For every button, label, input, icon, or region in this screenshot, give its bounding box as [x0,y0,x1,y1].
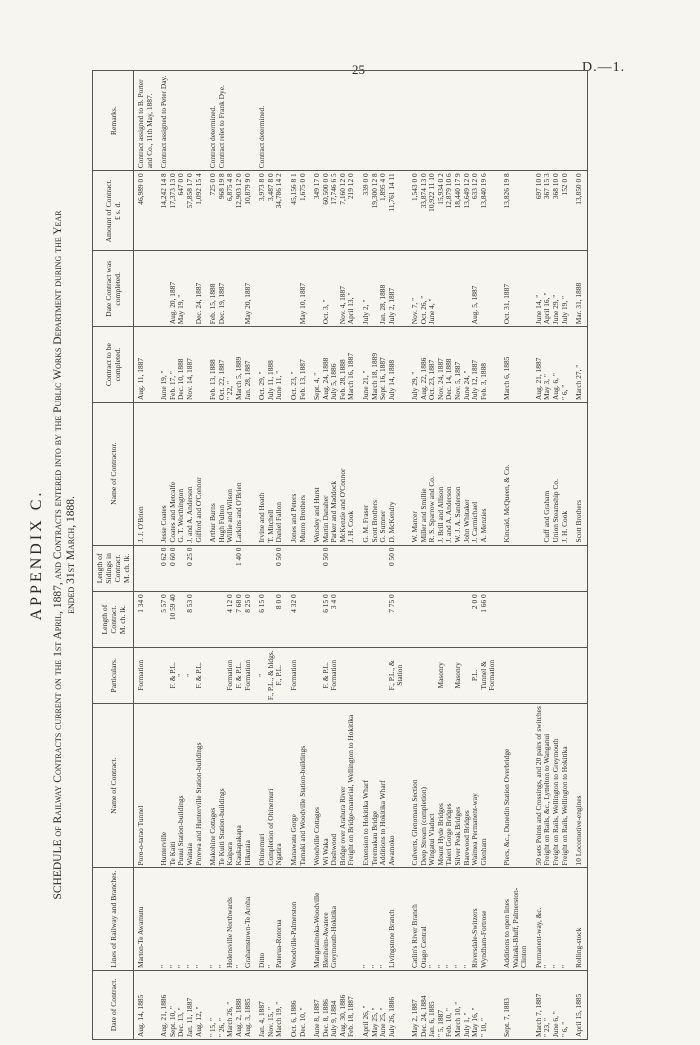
cell-remarks: Contract assigned to Peter Day. [157,71,206,171]
cell-remarks [408,71,500,171]
cell-date: Jan. 4, 1887 Nov. 15, " March 19, " [255,970,287,1039]
cell-date: Sept. 7, 1883 [500,970,532,1039]
cell-amount: 45,156 8 1 1,675 0 0 [287,171,310,251]
schedule-title: SCHEDULE of Railway Contracts current on the 1st April, 1887, and Contracts entered into by the Public Works Department during the Year [52,210,64,900]
cell-date: April 26, " May 25, " June 25, " July 26, 1886 [359,970,408,1039]
cell-line: Permanent-way, &c. " " " [532,868,572,970]
cell-sid [532,545,572,592]
cell-name: 50 sets Points and Crossings, and 20 pairs of switches Freight on Rails, &c., Lyttelton to Wanganui Freight on Rails, Wellington to Greymouth Freight on Rails, Wellington to Hokitika [532,703,572,868]
cell-done [134,251,158,327]
col-contract-name: Name of Contract. [93,703,134,868]
cell-due: June 21, " March 18, 1889 Sept. 16, 1887 July 14, 1888 [359,327,408,403]
cell-amount: 14,242 14 8 17,373 13 0 647 0 0 57,858 17 0 1,092 15 4 [157,171,206,251]
cell-done: June 14, " April 16, " June 29, " July 19, " [532,251,572,327]
cell-due: Aug. 11, 1887 [134,327,158,403]
cell-len [532,592,572,648]
table-row [206,71,255,1040]
cell-date: Aug. 21, 1886 Sept. 10, " Dec. 13, " Jan. 11, 1887 Aug. 12, " [157,970,206,1039]
col-completed: Date Contract was completed. [93,251,134,327]
cell-due: March 27, " [572,327,587,403]
cell-done [255,251,287,327]
cell-line: Woodville-Palmerston [287,868,310,970]
page-number: 25 [352,62,365,77]
cell-len: 5 57 0 10 59 40 8 53 0 [157,592,206,648]
appendix-title: APPENDIX C. [28,489,45,621]
col-due: Contract to be completed. [93,327,134,403]
cell-sid: 0 50 0 [310,545,359,592]
cell-line: Marton-Te Awamutu [134,868,158,970]
col-length [93,592,134,648]
table-header-row [93,71,134,1040]
cell-remarks [310,71,359,171]
table-row [255,71,287,1040]
table-row [532,71,572,1040]
cell-amount: 13,850 0 0 [572,171,587,251]
cell-len: 7 75 0 [359,592,408,648]
cell-done: May 10, 1887 [287,251,310,327]
cell-remarks: Contract assigned to B. Porter and Co., 11th May, 1887. [134,71,158,171]
cell-contractor: J. J. O'Brien [134,402,158,545]
cell-contractor: Kincaid, McQueen, & Co. [500,402,532,545]
cell-contractor: Arthur Burns Hugh Fulton Willie and Wilson Larkins and O'Brien [206,402,255,545]
cell-date: April 15, 1885 [572,970,587,1039]
cell-sid: 1 40 0 [206,545,255,592]
cell-done: Mar. 31, 1888 [572,251,587,327]
cell-date: June 8, 1887 Dec. 8, 1886 July 9, 1884 Aug. 30, 1886 Feb. 18, 1887 [310,970,359,1039]
cell-amount: 3,973 8 0 3,487 8 0 34,786 14 2 [255,171,287,251]
cell-name: Hunterville Te Kaiti Puuui Station-buildings Waitaia Porewa and Hunterville Station-buildings [157,703,206,868]
cell-amount: 697 10 0 367 15 3 368 10 0 152 0 0 [532,171,572,251]
cell-due: Aug. 21, 1887 May 3, " Aug. 6, " " 6, " [532,327,572,403]
cell-amount: 339 0 0 19,300 12 8 1,895 4 0 11,761 14 11 [359,171,408,251]
cell-due: Oct. 29, " July 11, 1888 June 11, " [255,327,287,403]
cell-contractor: Worsley and Hurst Martin Danaher Parker and Maddock McKenzie and O'Connor J. H. Cook [310,402,359,545]
table-row [359,71,408,1040]
cell-due: Feb. 13, 1888 Oct. 22, 1887 " 22, " March 5, 1889 Jan. 28, 1887 [206,327,255,403]
cell-part: F. & P.L. Formation [310,647,359,703]
table-row [408,71,500,1040]
cell-name: Poro-o-tarao Tunnel [134,703,158,868]
col-remarks: Remarks. [93,71,134,171]
cell-part: F., P.L., & Station [359,647,408,703]
cell-sid [408,545,500,592]
cell-part: Masonry Masonry P.L. Tunnel & Formation [408,647,500,703]
cell-remarks: Contract determined. [255,71,287,171]
cell-remarks [532,71,572,171]
table-row [134,71,158,1040]
cell-sid [572,545,587,592]
cell-part [572,647,587,703]
cell-sid: 0 50 0 [255,545,287,592]
cell-line: Ditto " Paterua-Rotorua [255,868,287,970]
col-length-label: Length of Contract. [99,604,118,635]
cell-contractor: Irvine and Heath T. Mitchell Daniel Fallon [255,402,287,545]
cell-contractor: W. Marcer Miller and Smillie R. S. Sparrow and Co. J. Brill and Allison J. and A. Anderson W. J. A. Sanderson John Whitaker J. Carmichael A. Menzies [408,402,500,545]
cell-contractor: Scott Brothers [572,402,587,545]
col-line: Lines of Railway and Branches. [93,868,134,970]
cell-line: Rolling-stock [572,868,587,970]
cell-len: 6 15 0 3 4 0 [310,592,359,648]
cell-remarks [359,71,408,171]
cell-remarks [572,71,587,171]
cell-name: 10 Locomotive-engines [572,703,587,868]
cell-amount: 349 17 0 60,500 0 0 17,746 6 5 7,160 12 0 219 12 0 [310,171,359,251]
cell-part [532,647,572,703]
cell-contractor: Jones and Peters Munro Brothers [287,402,310,545]
cell-line: " " Holensville Northwards " Grahamstown-Te Aroha [206,868,255,970]
cell-due: July 29, " Aug. 22, 1886 Oct. 23, 1887 Nov. 24, 1887 Dec. 14, 1888 Nov. 5, 1887 June 24, " July 12, 1887 Feb. 3, 1888 [408,327,500,403]
col-sidings [93,545,134,592]
cell-contractor: G. M. Fraser Scott Brothers G. Sumner D. McKendry [359,402,408,545]
cell-line: " " " " " [157,868,206,970]
cell-due: Oct. 23, " Feb. 13, 1887 [287,327,310,403]
cell-due: March 6, 1885 [500,327,532,403]
cell-len [500,592,532,648]
cell-sid [500,545,532,592]
cell-amount: 13,826 19 8 [500,171,532,251]
schedule-heading [24,70,88,1040]
col-sidings-label: Length of Sidings in Contract. [95,553,122,584]
cell-date: March 7, 1887 " 23, " June 6, " " 6, " [532,970,572,1039]
cell-amount: 725 0 0 968 19 8 6,875 4 8 12,903 12 0 10,879 9 0 [206,171,255,251]
cell-name: Culverts, Glenomaru Section Deep Stream (completion) Wingatui Viaduct Mount Hyde Bridges Taieri Gorge Bridges Silver Peak Bridges Barewood Bridges Waimea Permanent-way Glenham [408,703,500,868]
cell-remarks: Contract determined. Contract relet to Frank Dye. [206,71,255,171]
cell-name: Woodville Cottages Wi Waka Dashwood Bridge over Arahura River Freight on Bridge-material, Wellington to Hokitika [310,703,359,868]
cell-remarks [500,71,532,171]
cell-contractor: Cuff and Graham Union Steamship Co. J. H. Cook [532,402,572,545]
col-amount-unit: £ s. d. [113,201,122,220]
cell-line: Additions to open lines Waitaki-Bluff, Palmerston-Clinton [500,868,532,970]
cell-name: Makohine Cottages Te Kuiti Station-buildings Kaipara Kaukapakapa Hikutaia [206,703,255,868]
cell-amount: 46,989 0 0 [134,171,158,251]
cell-amount: 1,543 0 0 33,874 13 0 10,922 11 10 15,934 0 2 12,879 10 6 18,440 17 9 13,649 12 0 633 12 0 13,840 19 6 [408,171,500,251]
schedule-title-period: ended 31st March, 1888. [65,496,77,614]
col-amount-label: Amount of Contract. [104,179,113,243]
cell-sid: 0 50 0 [359,545,408,592]
cell-sid [134,545,158,592]
table-row [500,71,532,1040]
cell-part: Formation F. & P.L. Formation [206,647,255,703]
rotated-schedule [24,70,684,1040]
cell-due: June 19, " Feb. 17, " Dec. 10, 1888 Nov. 14, 1887 [157,327,206,403]
cell-sid: 0 62 0 0 60 0 0 25 0 [157,545,206,592]
cell-len [572,592,587,648]
col-date: Date of Contract. [93,970,134,1039]
col-length-unit: M. ch. lk. [117,604,127,635]
table-row [287,71,310,1040]
col-amount [93,171,134,251]
cell-line: " " " Livingstone Branch [359,868,408,970]
cell-date: " 15, " " 26, " March 26, " Aug. 2, 1888 Aug. 3, 1885 [206,970,255,1039]
cell-date: Oct. 6, 1886 Dec. 10, " [287,970,310,1039]
cell-date: May 2, 1887 Dec. 24, 1884 Jan. 6, 1885 " 5, 1887 Feb. 10, " March 10, " July 1, " May 16, " " 10, " [408,970,500,1039]
cell-sid [287,545,310,592]
table-row [310,71,359,1040]
cell-contractor: Jesse Coates Coates and Metcalfe G. T. Worthington J. and A. Anderson Gifford and O'Connor [157,402,206,545]
cell-line: Catlin's River Branch Otago Central " " " " " Riversdale-Switzers Wyndham-Fortrose [408,868,500,970]
cell-part: F. & P.L. " " F. & P.L. [157,647,206,703]
cell-name: Manawatu Gorge Tamaki and Woodville Station-buildings [287,703,310,868]
cell-date: Aug. 14, 1885 [134,970,158,1039]
cell-done: Feb. 15, 1888 Dec. 19, 1887 May 20, 1887 [206,251,255,327]
cell-name: Ohinemuri Completion of Ohinemuri Ngatira [255,703,287,868]
cell-done: July 2, " Jan. 28, 1888 July 2, 1887 [359,251,408,327]
cell-part: " F., P.L., & bldgs. F., P.L. [255,647,287,703]
page-reference: D.—1. [582,60,626,75]
cell-len: 6 15 0 8 0 0 [255,592,287,648]
cell-done: Oct. 31, 1887 [500,251,532,327]
table-row [572,71,587,1040]
contracts-table [92,70,588,1040]
cell-part: Formation [134,647,158,703]
cell-len: 4 32 0 [287,592,310,648]
col-sidings-unit: M. ch. lk. [122,553,131,584]
cell-done: Nov. 7, " Oct. 26, " June 4, " Aug. 5, 1887 [408,251,500,327]
cell-done: Aug. 20, 1887 May 19, " Dec. 24, 1887 [157,251,206,327]
table-row [157,71,206,1040]
cell-part: Formation [287,647,310,703]
cell-len: 1 34 0 [134,592,158,648]
cell-len: 2 0 0 1 66 0 [408,592,500,648]
col-contractor: Name of Contractor. [93,402,134,545]
cell-line: Mangatainoka-Woodville Blenheim-Awatere Greymouth-Hokitika [310,868,359,970]
cell-part [500,647,532,703]
cell-name: Extension to Hokitika Wharf Teremakau Bridge Additions to Hokitika Wharf Awamoko [359,703,408,868]
cell-name: Piers, &c., Dunedin Station Overbridge [500,703,532,868]
cell-len: 4 12 0 7 68 0 8 25 0 [206,592,255,648]
col-particulars: Particulars. [93,647,134,703]
cell-due: Sept. 4, " Aug. 24, 1888 July 5, 1886 Feb. 28, 1888 March 16, 1887 [310,327,359,403]
cell-remarks [287,71,310,171]
cell-done: Oct. 3, " Nov. 4, 1887 April 13, " [310,251,359,327]
